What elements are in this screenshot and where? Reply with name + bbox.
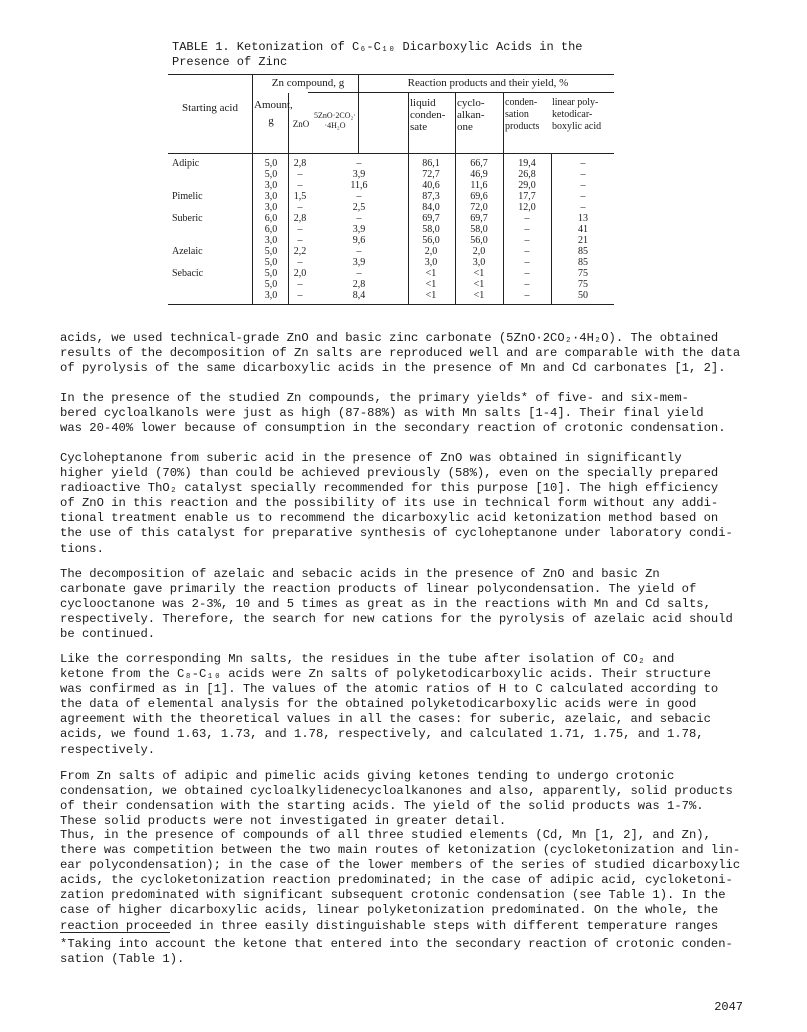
header-zn-compound: Zn compound, g	[271, 77, 345, 89]
header-zno: ZnO	[292, 119, 310, 129]
paragraph-4: The decomposition of azelaic and sebacic acids in the presence of ZnO and basic Zn carbonate gave primarily the reaction products of linear polycondensation. The yield of cyclooctanone was 2-3%, 10 and 5 times as great as in the reactions with Mn and Cd salts, respectively. Therefore, the search for new cations for the pyrolysis of azelaic acid should be continued.	[60, 567, 733, 642]
paragraph-6: From Zn salts of adipic and pimelic acids giving ketones tending to undergo crotonic condensation, we obtained cycloalkylidenecycloalkanones and also, apparently, solid products of their condensation with the starting acids. The yield of the solid products was 1-7%. These solid products were not investigated in greater detail.	[60, 769, 733, 829]
paragraph-1: acids, we used technical-grade ZnO and basic zinc carbonate (5ZnO·2CO₂·4H₂O). The obtained results of the decomposition of Zn salts are reproduced well and are comparable with the data of pyrolysis of the same dicarboxylic acids in the presence of Mn and Cd carbonates [1, 2].	[60, 331, 741, 376]
col-zn-carbonate: – 3,9 11,6 – 2,5 – 3,9 9,6 – 3,9 – 2,8 8,4	[350, 158, 368, 301]
paragraph-7: Thus, in the presence of compounds of all three studied elements (Cd, Mn [1, 2], and Zn), there was competition between the two main routes of ketonization (cycloketonization and lin- ear polycondensation); in the case of the lower members of the series of studied dicarboxylic acids, the cycloketonization reaction predominated; in the case of adipic acid, cycloketoni- zation predominated with significant subsequent crotonic condensation (see Table 1). In the case of higher dicarboxylic acids, linear polyketonization predominated. On the whole, the reaction proceeded in three easily distinguishable steps with different temperature ranges	[60, 828, 741, 933]
header-amount: Amount, g	[254, 99, 293, 127]
paragraph-2: In the presence of the studied Zn compounds, the primary yields* of five- and six-mem- bered cycloalkanols were just as high (87-88%) as with Mn salts [1-4]. Their final yield was 20-40% lower because of consumption in the secondary reaction of crotonic condensation.	[60, 391, 726, 436]
col-liquid-condensate: 86,1 72,7 40,6 87,3 84,0 69,7 58,0 56,0 2,0 3,0 <1 <1 <1	[422, 158, 440, 301]
header-reaction-products: Reaction products and their yield, %	[407, 77, 569, 89]
table-header	[168, 75, 614, 154]
table-body	[168, 154, 614, 304]
paragraph-5: Like the corresponding Mn salts, the residues in the tube after isolation of CO₂ and ketone from the C₈-C₁₀ acids were Zn salts of polyketodicarboxylic acids. Their structure was confirmed as in [1]. The values of the atomic ratios of H to C calculated according to the data of elemental analysis for the obtained polyketodicarboxylic acids were in good agreement with the theoretical values in all the cases: for suberic, azelaic, and sebacic acids, we found 1.63, 1.73, and 1.78, respectively, and calculated 1.71, 1.75, and 1.78, respectively.	[60, 652, 719, 757]
header-condensation-products: conden- sation products	[505, 97, 540, 132]
footnote-rule	[60, 932, 170, 933]
table-ketonization	[168, 74, 614, 305]
col-linear-poly: – – – – – 13 41 21 85 85 75 75 50	[578, 158, 588, 301]
page-number: 2047	[714, 1000, 743, 1014]
col-cycloalkanone: 66,7 46,9 11,6 69,6 72,0 69,7 58,0 56,0 2,0 3,0 <1 <1 <1	[470, 158, 488, 301]
header-zn-carbonate: 5ZnO·2CO₂· ·4H₂O	[314, 111, 356, 130]
col-condensation-products: 19,4 26,8 29,0 17,7 12,0 – – – – – – – –	[518, 158, 536, 301]
header-liquid-condensate: liquid conden- sate	[410, 97, 446, 133]
table-caption: TABLE 1. Ketonization of C₆-C₁₀ Dicarboxylic Acids in the Presence of Zinc	[172, 40, 583, 69]
header-starting-acid: Starting acid	[182, 102, 238, 114]
col-zno: 2,8 – – 1,5 – 2,8 – – 2,2 – 2,0 – –	[293, 158, 307, 301]
header-linear-poly: linear poly- ketodicar- boxylic acid	[552, 97, 602, 132]
header-cycloalkanone: cyclo- alkan- one	[457, 97, 485, 133]
footnote: *Taking into account the ketone that entered into the secondary reaction of crotonic conden- sation (Table 1).	[60, 937, 733, 967]
paragraph-3: Cycloheptanone from suberic acid in the presence of ZnO was obtained in significantly higher yield (70%) than could be achieved previously (58%), even on the specially prepared radioactive ThO₂ catalyst specially recommended for this purpose [10]. The high efficiency of ZnO in this reaction and the possibility of its use in technical form without any addi- tional treatment enable us to recommend the dicarboxylic acid ketonization method based on the use of this catalyst for preparative synthesis of cycloheptanone under laboratory condi- tions.	[60, 451, 733, 556]
col-amount: 5,0 5,0 3,0 3,0 3,0 6,0 6,0 3,0 5,0 5,0 5,0 5,0 3,0	[264, 158, 278, 301]
col-acid: Adipic Pimelic Suberic Azelaic Sebacic	[172, 158, 204, 279]
